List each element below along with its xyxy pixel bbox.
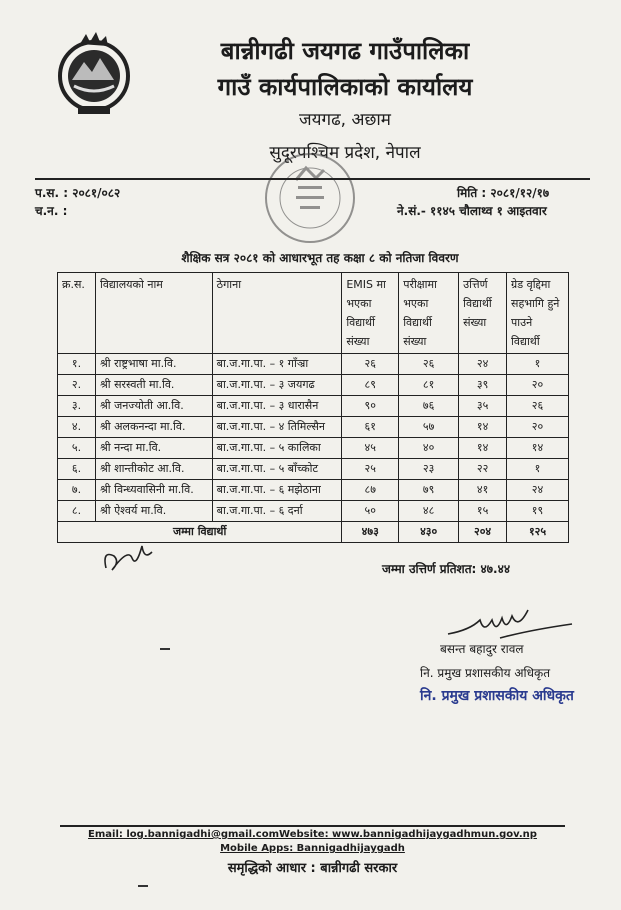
cell-grade: १	[507, 354, 569, 375]
cell-passed: २२	[459, 459, 507, 480]
cell-emis: ९०	[342, 396, 399, 417]
cell-address: बा.ज.गा.पा. – ४ तिमिल्सैन	[212, 417, 342, 438]
col-exam-students: परीक्षामा भएका विद्यार्थी संख्या	[399, 273, 459, 354]
table-row	[58, 480, 569, 501]
cell-school: श्री नन्दा मा.वि.	[95, 438, 212, 459]
cell-address: बा.ज.गा.पा. – ५ कालिका	[212, 438, 342, 459]
cell-address: बा.ज.गा.पा. – ३ जयगढ	[212, 375, 342, 396]
total-passed: २०४	[459, 522, 507, 543]
cell-serial: ४.	[58, 417, 96, 438]
cell-address: बा.ज.गा.पा. – ६ दर्ना	[212, 501, 342, 522]
office-name: गाउँ कार्यपालिकाको कार्यालय	[217, 73, 473, 101]
cell-exam: २६	[399, 354, 459, 375]
cell-exam: २३	[399, 459, 459, 480]
cell-school: श्री अलकनन्दा मा.वि.	[95, 417, 212, 438]
ink-speck	[138, 885, 148, 887]
cell-serial: ८.	[58, 501, 96, 522]
office-location: जयगढ, अछाम	[299, 110, 391, 130]
cell-school: श्री जनज्योती आ.वि.	[95, 396, 212, 417]
cell-address: बा.ज.गा.पा. – ५ बाँच्कोट	[212, 459, 342, 480]
signatory-name: बसन्त बहादुर रावल	[440, 642, 524, 656]
cell-grade: २०	[507, 417, 569, 438]
table-row	[58, 396, 569, 417]
col-emis-students: EMIS मा भएका विद्यार्थी संख्या	[342, 273, 399, 354]
cell-serial: ७.	[58, 480, 96, 501]
initial-signature-icon	[98, 538, 158, 580]
total-label: जम्मा विद्यार्थी	[58, 522, 342, 543]
cell-school: श्री ऐश्वर्य मा.वि.	[95, 501, 212, 522]
cell-emis: ४५	[342, 438, 399, 459]
letter-number: प.स. : २०८१/०८२	[35, 186, 121, 200]
cell-serial: ६.	[58, 459, 96, 480]
cell-passed: १४	[459, 417, 507, 438]
cell-serial: २.	[58, 375, 96, 396]
cell-serial: ५.	[58, 438, 96, 459]
cell-grade: २६	[507, 396, 569, 417]
total-grade: १२५	[507, 522, 569, 543]
table-row	[58, 354, 569, 375]
col-serial: क्र.स.	[58, 273, 96, 354]
cell-grade: २४	[507, 480, 569, 501]
total-emis: ४७३	[342, 522, 399, 543]
nepal-sambat-date: ने.सं.- ११४५ चौलाथ्व १ आइतवार	[397, 204, 547, 218]
cell-exam: ४८	[399, 501, 459, 522]
cell-grade: २०	[507, 375, 569, 396]
cell-passed: ४१	[459, 480, 507, 501]
cell-grade: १	[507, 459, 569, 480]
col-grade-increment: ग्रेड वृद्दिमा सहभागि हुने पाउने विद्यार्थी	[507, 273, 569, 354]
cell-emis: ५०	[342, 501, 399, 522]
dispatch-number: च.न. :	[35, 204, 68, 218]
cell-exam: ७९	[399, 480, 459, 501]
cell-school: श्री शान्तीकोट आ.वि.	[95, 459, 212, 480]
officer-signature-icon	[440, 600, 580, 642]
cell-emis: ८७	[342, 480, 399, 501]
table-row	[58, 375, 569, 396]
cell-school: श्री सरस्वती मा.वि.	[95, 375, 212, 396]
cell-emis: ८९	[342, 375, 399, 396]
nepal-emblem-icon	[50, 30, 138, 118]
col-school-name: विद्यालयको नाम	[95, 273, 212, 354]
cell-passed: १४	[459, 438, 507, 459]
letter-date: मिति : २०८१/१२/१७	[457, 186, 550, 200]
cell-emis: २६	[342, 354, 399, 375]
table-row	[58, 501, 569, 522]
cell-serial: ३.	[58, 396, 96, 417]
cell-address: बा.ज.गा.पा. – ६ मझेठाना	[212, 480, 342, 501]
cell-exam: ५७	[399, 417, 459, 438]
cell-grade: १४	[507, 438, 569, 459]
province-name: सुदूरपश्चिम प्रदेश, नेपाल	[269, 143, 421, 163]
signatory-title-stamp: नि. प्रमुख प्रशासकीय अधिकृत	[420, 688, 574, 704]
document-subject: शैक्षिक सत्र २०८१ को आधारभूत तह कक्षा ८ को नतिजा विवरण	[181, 251, 459, 265]
cell-serial: १.	[58, 354, 96, 375]
footer-apps: Mobile Apps: Bannigadhijaygadh	[220, 843, 405, 854]
table-header-row	[58, 273, 569, 354]
cell-school: श्री राष्ट्रभाषा मा.वि.	[95, 354, 212, 375]
table-row	[58, 417, 569, 438]
footer-contact: Email: log.bannigadhi@gmail.comWebsite: www.bannigadhijaygadhmun.gov.np	[88, 829, 537, 840]
cell-address: बा.ज.गा.पा. – ३ धारासैन	[212, 396, 342, 417]
col-address: ठेगाना	[212, 273, 342, 354]
municipality-name: बान्नीगढी जयगढ गाउँपालिका	[220, 37, 470, 65]
cell-passed: ३९	[459, 375, 507, 396]
cell-passed: ३५	[459, 396, 507, 417]
results-table	[57, 272, 569, 543]
header-divider	[35, 178, 590, 180]
pass-percentage: जम्मा उत्तिर्ण प्रतिशत: ४७.४४	[382, 562, 511, 576]
office-stamp-icon	[262, 150, 358, 246]
cell-passed: २४	[459, 354, 507, 375]
signatory-title: नि. प्रमुख प्रशासकीय अधिकृत	[420, 666, 551, 680]
ink-speck	[160, 648, 170, 650]
table-row	[58, 459, 569, 480]
cell-passed: १५	[459, 501, 507, 522]
cell-emis: ६१	[342, 417, 399, 438]
cell-school: श्री विन्ध्यवासिनी मा.वि.	[95, 480, 212, 501]
cell-address: बा.ज.गा.पा. – १ गाँञ्रा	[212, 354, 342, 375]
total-exam: ४३०	[399, 522, 459, 543]
cell-exam: ७६	[399, 396, 459, 417]
cell-grade: १९	[507, 501, 569, 522]
footer-slogan: समृद्धिको आधार : बान्नीगढी सरकार	[227, 861, 398, 876]
cell-emis: २५	[342, 459, 399, 480]
cell-exam: ८१	[399, 375, 459, 396]
cell-exam: ४०	[399, 438, 459, 459]
table-row	[58, 438, 569, 459]
col-passed-students: उत्तिर्ण विद्यार्थी संख्या	[459, 273, 507, 354]
footer-divider	[60, 825, 565, 827]
